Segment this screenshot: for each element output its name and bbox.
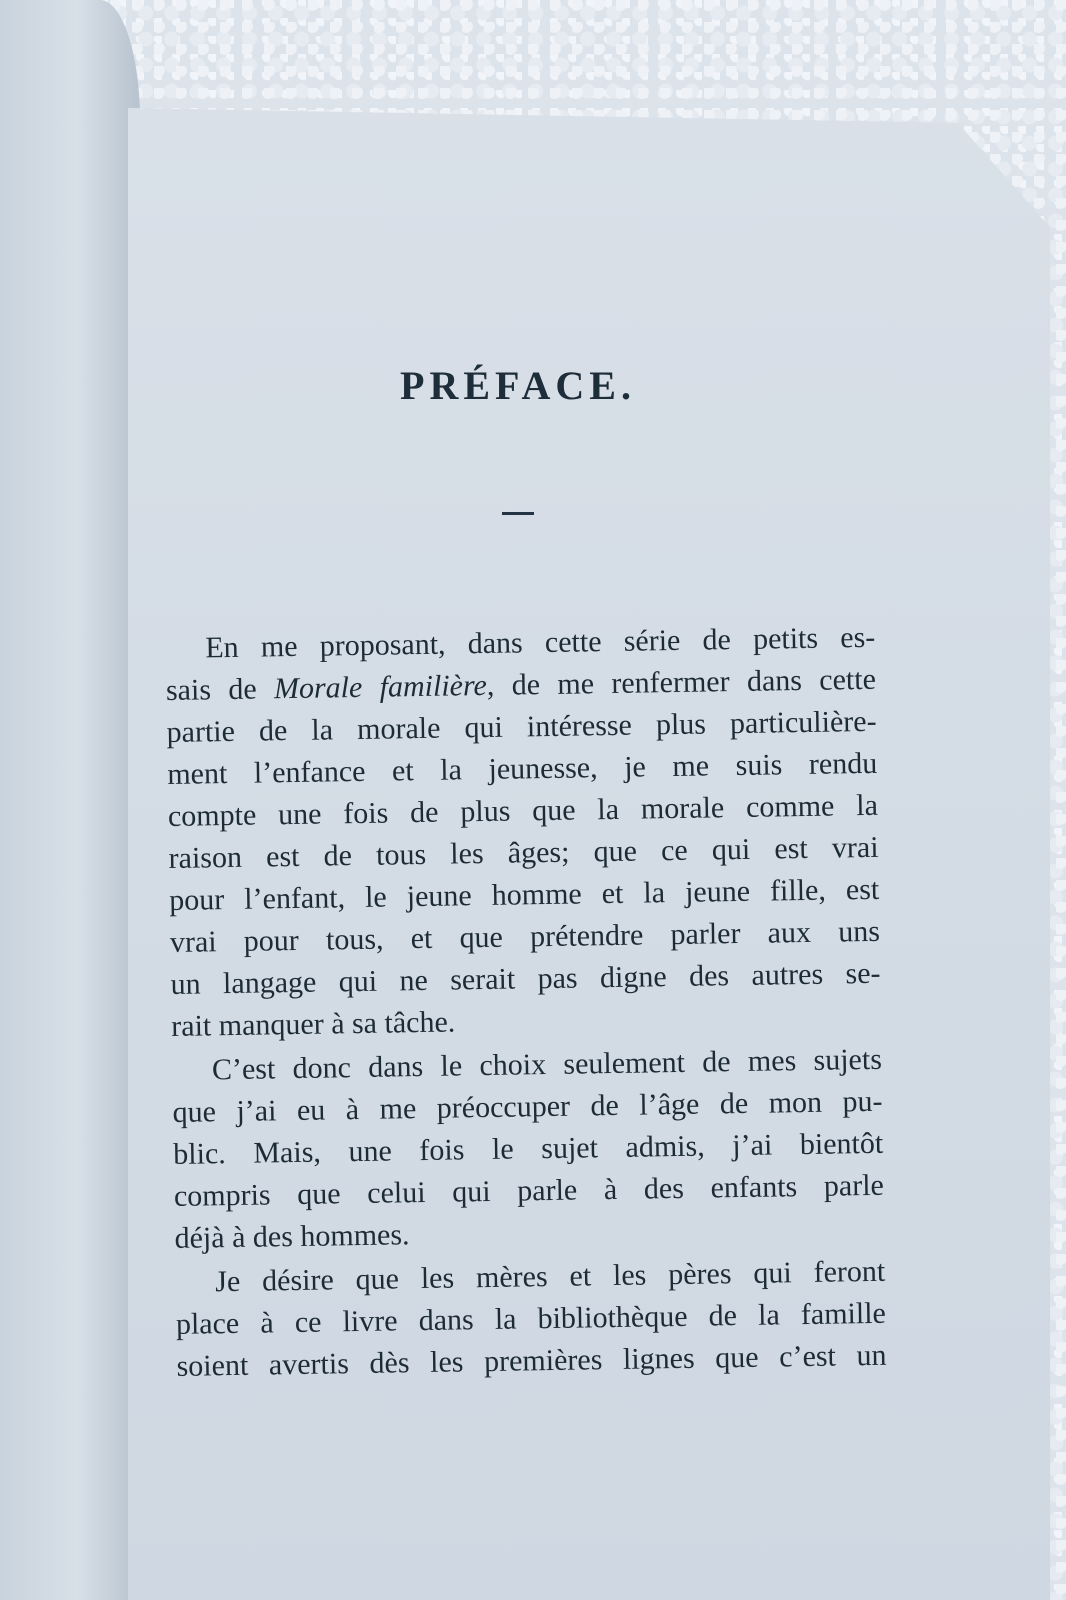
text-line: sais de Morale familière, de me renfermer dans cette (165, 662, 877, 707)
title-rule (502, 512, 534, 515)
text-line: En me proposant, dans cette série de petits es- (205, 620, 876, 665)
text-line: pour l’enfant, le jeune homme et la jeune fille, est (169, 872, 880, 917)
text-line: place à ce livre dans la bibliothèque de la famille (175, 1296, 887, 1341)
text-line: partie de la morale qui intéresse plus particulière- (166, 704, 877, 749)
text-line: Je désire que les mères et les pères qui feront (215, 1254, 886, 1299)
text-line: que j’ai eu à me préoccuper de l’âge de mon pu- (172, 1084, 883, 1129)
text-line: C’est donc dans le choix seulement de mes sujets (211, 1042, 883, 1087)
text-line: un langage qui ne serait pas digne des autres se- (170, 956, 881, 1001)
left-page-edge (0, 0, 140, 1600)
text-line: blic. Mais, une fois le sujet admis, j’ai bientôt (173, 1126, 884, 1171)
text-line: ment l’enfance et la jeunesse, je me suis rendu (167, 746, 878, 791)
page-title: PRÉFACE. (400, 363, 636, 408)
text-line: raison est de tous les âges; que ce qui est vrai (168, 830, 879, 875)
text-line: compte une fois de plus que la morale comme la (167, 788, 879, 833)
text-line: déjà à des hommes. (174, 1218, 410, 1255)
text-line: soient avertis dès les premières lignes que c’est un (176, 1338, 887, 1383)
text-line: compris que celui qui parle à des enfants parle (173, 1168, 885, 1213)
text-line: vrai pour tous, et que prétendre parler aux uns (169, 914, 881, 959)
text-line: rait manquer à sa tâche. (171, 1005, 456, 1043)
preface-text (165, 617, 887, 1388)
italic-title: Morale familière (273, 668, 488, 706)
